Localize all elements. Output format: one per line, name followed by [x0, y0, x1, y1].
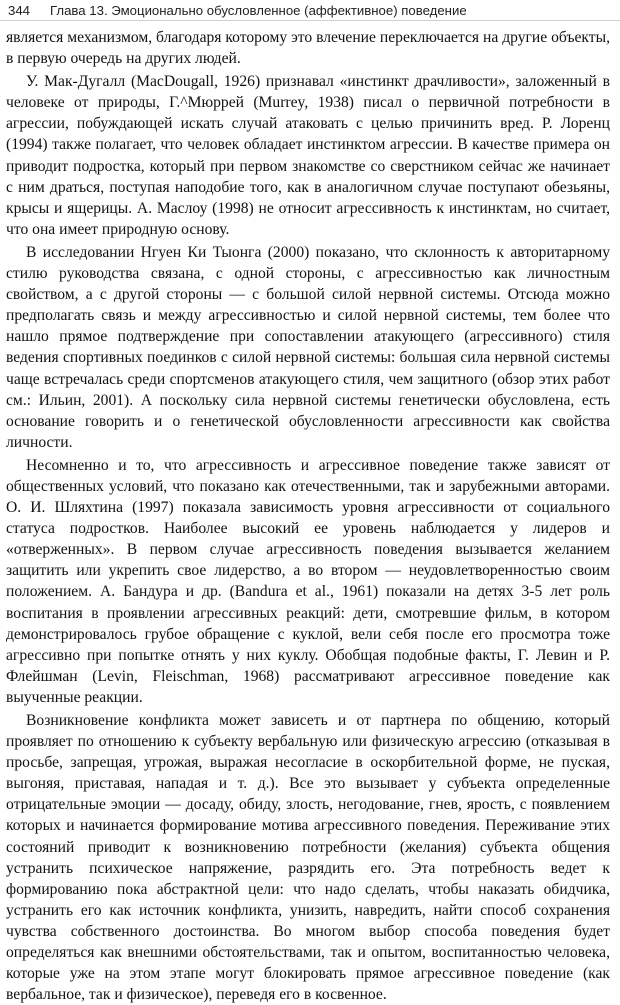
paragraph-nervous-system: В исследовании Нгуен Ки Тыонга (2000) показано, что склонность к авторитарному стилю руководства связана, с одной стороны, с агрессивностью как личностным свойством, а с другой стороны — с большой силой нервной системы. Отсюда можно предполагать связь и между агрессивностью и силой нервной системы, тем более что нашло прямое подтверждение при сопоставлении атакующего (агрессивного) стиля ведения спортивных поединков с силой нервной системы: большая сила нервной системы чаще встречалась среди спортсменов атакующего стиля, чем защитного (обзор этих работ см.: Ильин, 2001). А поскольку сила нервной системы генетически обусловлена, есть основание говорить и о генетической обусловленности агрессивности как свойства личности.: [6, 243, 610, 451]
paragraph-social-conditions: Несомненно и то, что агрессивность и агрессивное поведение также зависят от общественных условий, что показано как отечественными, так и зарубежными авторами. О. И. Шляхтина (1997) показала зависимость уровня агрессивности от социального статуса подростков. Наиболее высокий ее уровень наблюдается у лидеров и «отверженных». В первом случае агрессивность поведения вызывается желанием защитить или укрепить свое лидерство, а во втором — неудовлетворенностью своим положением. А. Бандура и др. (Bandura et al., 1961) показали на детях 3-5 лет роль воспитания в проявлении агрессивных реакций: дети, смотревшие фильм, в котором демонстрировалось грубое обращение с куклой, вели себя после его просмотра тоже агрессивно при попытке отнять у них куклу. Обобщая подобные факты, Г. Левин и Р. Флейшман (Levin, Fleischman, 1968) рассматривают агрессивное поведение как выученные реакции.: [6, 456, 610, 706]
body-text: [6, 27, 610, 1005]
paragraph-continuation: является механизмом, благодаря которому это влечение переключается на другие объекты, в первую очередь на других людей.: [6, 29, 610, 68]
paragraph-conflict-partner: Возникновение конфликта может зависеть и от партнера по общению, который проявляет по отношению к субъекту вербальную или физическую агрессию (отказывая в просьбе, запрещая, угрожая, выражая несогласие в оскорбительной форме, не пуская, выгоняя, приставая, нападая и т. д.). Все это вызывает у субъекта определенные отрицательные эмоции — досаду, обиду, злость, негодование, гнев, ярость, с появлением которых и начинается формирование мотива агрессивного поведения. Переживание этих состояний приводит к возникновению потребности (желания) субъекта общения устранить психическое напряжение, разрядить его. Эта потребность ведет к формированию пока абстрактной цели: что надо сделать, чтобы наказать обидчика, устранить его как источник конфликта, унизить, навредить, найти способ сохранения чувства собственного достоинства. Во многом выбор способа поведения будет определяться как внешними обстоятельствами, так и опытом, воспитанностью человека, которые уже на этом этапе могут блокировать прямое агрессивное поведение (как вербальное, так и физическое), переведя его в косвенное.: [6, 712, 610, 1004]
page-number: 344: [8, 3, 31, 18]
chapter-title: Глава 13. Эмоционально обусловленное (аффективное) поведение: [50, 3, 467, 18]
paragraph-instinct-theories: У. Мак-Дугалл (MacDougall, 1926) признавал «инстинкт драчливости», заложенный в человеке от природы, Г.^Мюррей (Murrey, 1938) писал о первичной потребности в агрессии, побуждающей искать случай атаковать с целью причинить вред. Р. Лоренц (1994) также полагает, что человек обладает инстинктом агрессии. В качестве примера он приводит подростка, который при первом знакомстве со сверстником сейчас же начинает с ним драться, поступая наподобие того, как в аналогичном случае поступают обезьяны, крысы и ящерицы. А. Маслоу (1998) не относит агрессивность к инстинктам, но считает, что она имеет природную основу.: [6, 73, 610, 238]
running-header: [8, 2, 608, 22]
header-divider: [0, 20, 620, 21]
